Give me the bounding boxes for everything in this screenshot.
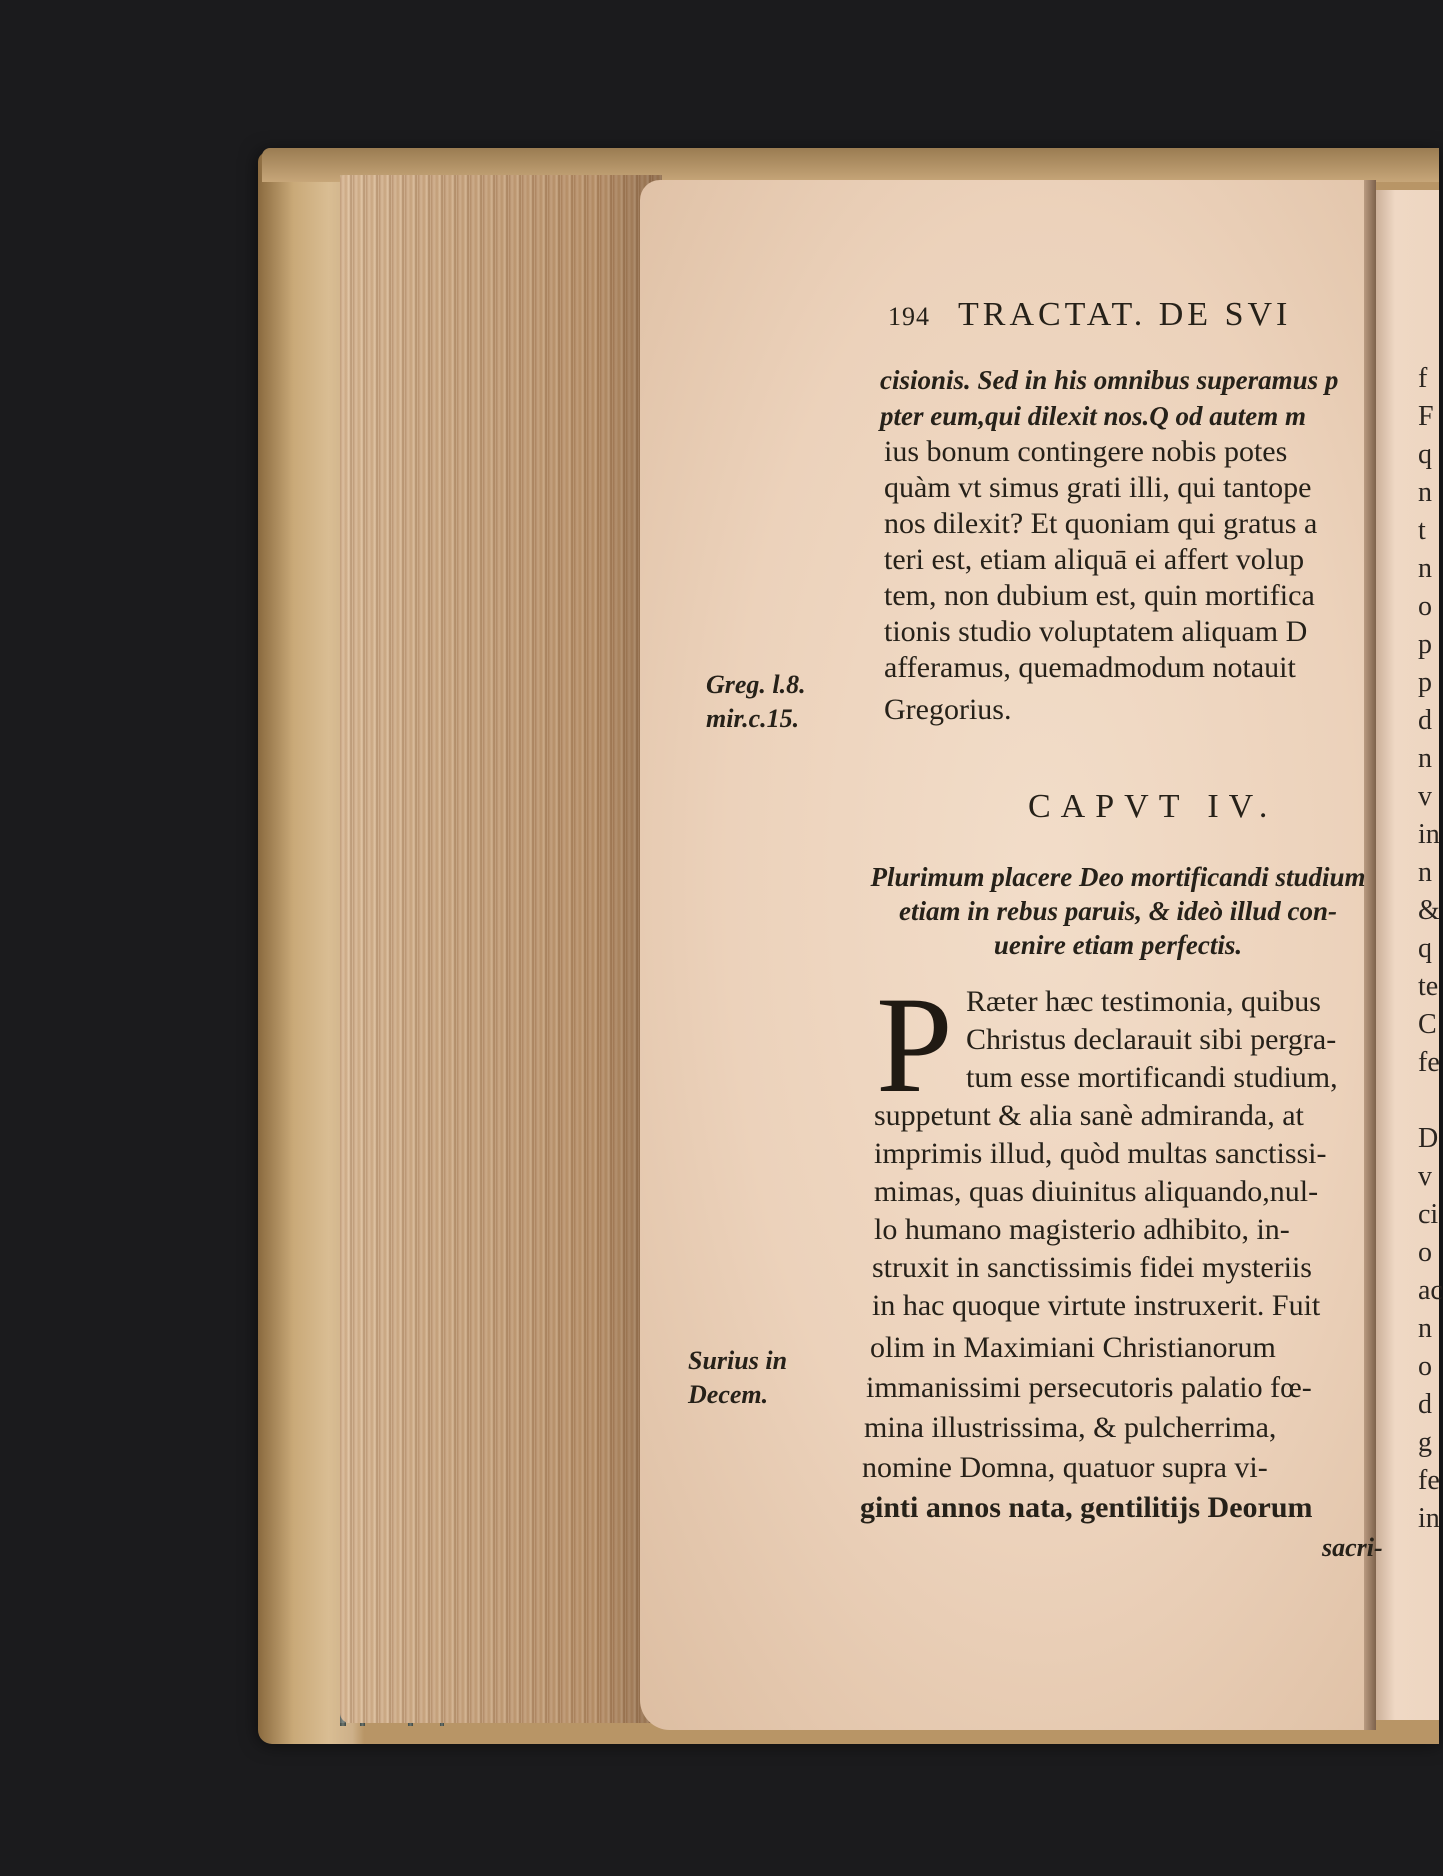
- text-line: pter eum,qui dilexit nos.Q od autem m: [880, 401, 1307, 431]
- text-line: tem, non dubium est, quin mortifica: [884, 579, 1315, 612]
- facing-page-text: [1418, 360, 1443, 1538]
- facing-page-letter: D: [1418, 1123, 1439, 1154]
- summary-line: Plurimum placere Deo mortificandi studium: [870, 862, 1366, 892]
- margin-note: [706, 668, 806, 736]
- text-line: afferamus, quemadmodum notauit: [884, 651, 1296, 684]
- facing-page-letter: te: [1418, 971, 1439, 1002]
- text-line: nomine Domna, quatuor supra vi-: [862, 1451, 1268, 1484]
- facing-page-letter: q: [1418, 933, 1432, 964]
- text-line: quàm vt simus grati illi, qui tantope: [884, 471, 1312, 504]
- text-line: in hac quoque virtute instruxerit. Fuit: [872, 1289, 1321, 1322]
- facing-page-letter: v: [1418, 1161, 1432, 1192]
- margin-note: [688, 1344, 787, 1412]
- running-head: [888, 296, 1291, 334]
- summary-line: etiam in rebus paruis, & ideò illud con-: [898, 896, 1338, 926]
- summary-line: uenire etiam perfectis.: [993, 930, 1243, 960]
- text-line: mimas, quas diuinitus aliquando,nul-: [874, 1175, 1319, 1208]
- facing-page-letter: f: [1418, 363, 1428, 394]
- chapter-heading: CAPVT IV.: [1028, 788, 1278, 825]
- text-line: ginti annos nata, gentilitijs Deorum: [860, 1491, 1313, 1524]
- facing-page-letter: d: [1418, 1389, 1432, 1420]
- facing-page-letter: v: [1418, 781, 1432, 812]
- text-line: mina illustrissima, & pulcherrima,: [864, 1411, 1277, 1444]
- text-line: ius bonum contingere nobis potes: [884, 435, 1288, 468]
- facing-page-letter: ci: [1418, 1199, 1439, 1230]
- catchword: sacri-: [1322, 1533, 1383, 1562]
- facing-page-letter: F: [1418, 401, 1434, 432]
- text-line: struxit in sanctissimis fidei mysteriis: [872, 1251, 1312, 1284]
- facing-page-letter: p: [1418, 629, 1432, 660]
- facing-page-letter: d: [1418, 705, 1432, 736]
- facing-page-letter: &: [1418, 895, 1440, 926]
- facing-page-letter: in: [1418, 1503, 1440, 1534]
- margin-note-line: Greg. l.8.: [706, 670, 806, 699]
- facing-page-letter: [1418, 1082, 1439, 1120]
- text-line: immanissimi persecutoris palatio fœ-: [866, 1371, 1312, 1404]
- text-line: Ræter hæc testimonia, quibus: [966, 985, 1321, 1018]
- facing-page-letter: g: [1418, 1427, 1432, 1458]
- facing-page-letter: fe: [1418, 1047, 1440, 1078]
- page-number: 194: [888, 302, 930, 331]
- facing-page-letter: n: [1418, 1313, 1432, 1344]
- facing-page-letter: ac: [1418, 1275, 1443, 1306]
- text-line: Gregorius.: [884, 693, 1012, 726]
- text-line: lo humano magisterio adhibito, in-: [874, 1213, 1290, 1246]
- facing-page-letter: C: [1418, 1009, 1437, 1040]
- text-line: teri est, etiam aliquā ei affert volup: [884, 543, 1305, 576]
- chapter-summary: [868, 860, 1368, 962]
- facing-page-letter: o: [1418, 591, 1432, 622]
- text-line: tionis studio voluptatem aliquam D: [884, 615, 1308, 648]
- text-line: olim in Maximiani Christianorum: [870, 1331, 1276, 1364]
- margin-note-line: mir.c.15.: [706, 704, 800, 733]
- drop-cap: P: [876, 968, 953, 1121]
- facing-page-letter: in: [1418, 819, 1440, 850]
- facing-page-letter: fe: [1418, 1465, 1440, 1496]
- margin-note-line: Surius in: [688, 1346, 788, 1375]
- text-line: Christus declarauit sibi pergra-: [966, 1023, 1337, 1056]
- running-title: TRACTAT. DE SVI: [958, 296, 1292, 333]
- text-line: suppetunt & alia sanè admiranda, at: [874, 1099, 1304, 1132]
- text-line: nos dilexit? Et quoniam qui gratus a: [884, 507, 1318, 540]
- facing-page-letter: p: [1418, 667, 1432, 698]
- facing-page-letter: n: [1418, 553, 1432, 584]
- page-edges-block: [340, 175, 662, 1723]
- facing-page-letter: n: [1418, 477, 1432, 508]
- facing-page-letter: o: [1418, 1351, 1432, 1382]
- facing-page-letter: q: [1418, 439, 1432, 470]
- text-line: cisionis. Sed in his omnibus superamus p: [880, 365, 1339, 395]
- text-line: imprimis illud, quòd multas sanctissi-: [874, 1137, 1327, 1170]
- margin-note-line: Decem.: [688, 1380, 769, 1409]
- text-line: tum esse mortificandi studium,: [966, 1061, 1338, 1094]
- facing-page-letter: o: [1418, 1237, 1432, 1268]
- facing-page-letter: n: [1418, 743, 1432, 774]
- facing-page-letter: t: [1418, 515, 1426, 546]
- facing-page-letter: n: [1418, 857, 1432, 888]
